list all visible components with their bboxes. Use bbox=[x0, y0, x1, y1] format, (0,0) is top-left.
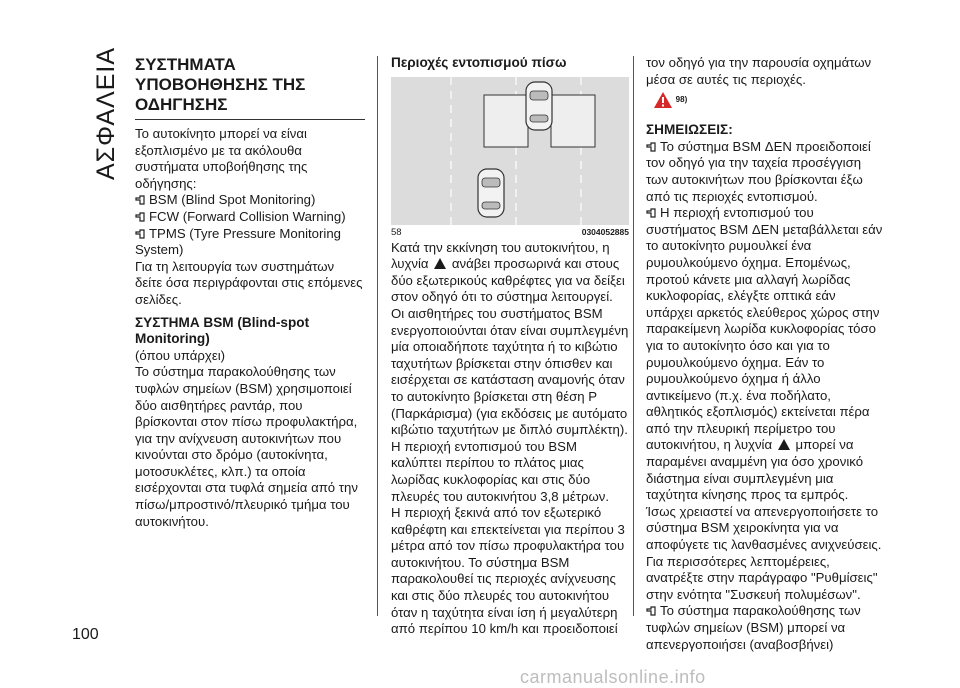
figure-heading: Περιοχές εντοπισμού πίσω bbox=[391, 55, 567, 70]
page-number: 100 bbox=[72, 626, 99, 643]
bullet-box-icon bbox=[646, 606, 656, 616]
body-paragraph: Το σύστημα παρακολούθησης των τυφλών σημείων (BSM) χρησιμοποιεί δύο αισθητήρες ραντάρ, που βρίσκονται στον πίσω προφυλακτήρα, για την ανίχνευση αυτοκινήτων που κινούνται στο δρόμο (αυτοκίνητα, μοτοσυκλέτες, κλπ.) τα οποία εισέρχονται στα τυφλά σημεία από την πίσω/μπροστινό/πλευρικό τμήμα του αυτοκινήτου. bbox=[135, 364, 358, 529]
bullet-item: BSM (Blind Spot Monitoring) bbox=[135, 192, 365, 209]
body-paragraph: τον οδηγό για την παρουσία οχημάτων μέσα σε αυτές τις περιοχές. bbox=[646, 55, 872, 87]
bullet-box-icon bbox=[135, 229, 145, 239]
intro-paragraph: Το αυτοκίνητο μπορεί να είναι εξοπλισμένο με τα ακόλουθα συστήματα υποβοήθησης της οδήγησης: bbox=[135, 126, 308, 191]
detection-zones-illustration bbox=[391, 77, 629, 225]
car-icon bbox=[478, 169, 504, 217]
car-icon bbox=[526, 82, 552, 130]
column-divider bbox=[633, 56, 634, 616]
column-3 bbox=[646, 55, 884, 653]
bullet-item: TPMS (Tyre Pressure Monitoring System) bbox=[135, 225, 342, 258]
warning-triangle-icon bbox=[654, 92, 672, 108]
bullet-box-icon bbox=[646, 208, 656, 218]
bullet-box-icon bbox=[135, 212, 145, 222]
notes-heading: ΣΗΜΕΙΩΣΕΙΣ: bbox=[646, 122, 733, 138]
subsection-heading: ΣΥΣΤΗΜΑ BSM (Blind-spot Monitoring) bbox=[135, 314, 310, 347]
column-2 bbox=[391, 55, 629, 638]
warning-reference: 98) bbox=[654, 92, 884, 114]
section-side-title: ΑΣΦΑΛΕΙΑ bbox=[92, 46, 120, 180]
body-paragraph: Κατά την εκκίνηση του αυτοκινήτου, η λυχνία ανάβει προσωρινά και στους δύο εξωτερικούς καθρέφτες για να δείξει στον οδηγό ότι το σύστημα λειτουργεί. bbox=[391, 239, 625, 305]
heading-rule bbox=[135, 119, 365, 120]
note-item: Το σύστημα παρακολούθησης των τυφλών σημείων (BSM) μπορεί να απενεργοποιήσει (αναβοσβήνει) bbox=[646, 603, 861, 652]
watermark: carmanualsonline.info bbox=[520, 667, 706, 687]
column-1 bbox=[135, 55, 365, 530]
body-paragraph: Για περισσότερες λεπτομέρειες, ανατρέξτε στην παράγραφο "Ρυθμίσεις" στην ενότητα "Συσκευή πολυμέσων". bbox=[646, 553, 878, 602]
body-paragraph: Ίσως χρειαστεί να απενεργοποιήσετε το σύστημα BSM χειροκίνητα για να αποφύγετε τις λανθασμένες ανιχνεύσεις. bbox=[646, 503, 882, 553]
bullet-box-icon bbox=[646, 142, 656, 152]
note-item: Η περιοχή εντοπισμού του συστήματος BSM ΔΕΝ μεταβάλλεται εάν το αυτοκίνητο ρυμουλκεί ένα ρυμουλκούμενο όχημα. Επομένως, προτού κάνετε μια αλλαγή λωρίδας κυκλοφορίας, ελέγξτε οπτικά εάν υπάρχει αρκετός ελεύθερος χώρος στην παρακείμενη λωρίδα κυκλοφορίας τόσο για το αυτοκίνητο όσο και για το ρυμουλκούμενο όχημα. Εάν το ρυμουλκούμενο όχημα ή άλλο αντικείμενο (π.χ. ένα ποδήλατο, αθλητικός εξοπλισμός) εκτείνεται πέρα από την πλευρική περίμετρο του αυτοκινήτου, η λυχνία μπορεί να παραμένει αναμμένη για όσο χρονικό διάστημα είναι συμπλεγμένη μια ταχύτητα κίνησης προς τα εμπρός. bbox=[646, 205, 883, 503]
bsm-warning-light-icon bbox=[778, 439, 790, 450]
figure-caption bbox=[391, 227, 629, 238]
column-divider bbox=[377, 56, 378, 616]
body-paragraph: Η περιοχή εντοπισμού του BSM καλύπτει περίπου το πλάτος μιας λωρίδας κυκλοφορίας και στις δύο πλευρές του αυτοκινήτου 3,8 μέτρων. bbox=[391, 438, 610, 504]
bullet-box-icon bbox=[135, 195, 145, 205]
figure-code: 0304052885 bbox=[581, 226, 629, 237]
availability-note: (όπου υπάρχει) bbox=[135, 347, 226, 363]
section-heading: ΣΥΣΤΗΜΑΤΑ ΥΠΟΒΟΗΘΗΣΗΣ ΤΗΣ ΟΔΗΓΗΣΗΣ bbox=[135, 55, 306, 114]
body-paragraph: Η περιοχή ξεκινά από τον εξωτερικό καθρέφτη και επεκτείνεται για περίπου 3 μέτρα από τον πίσω προφυλακτήρα του αυτοκινήτου. Το σύστημα BSM παρακολουθεί τις περιοχές ανίχνευσης και στις δύο πλευρές του αυτοκινήτου όταν η ταχύτητα είναι ίση ή μεγαλύτερη από περίπου 10 km/h και προειδοποιεί bbox=[391, 505, 625, 637]
body-paragraph: Οι αισθητήρες του συστήματος BSM ενεργοποιούνται όταν είναι συμπλεγμένη μία οποιαδήποτε ταχύτητα ή το κιβώτιο ταχυτήτων βρίσκεται στην όπισθεν και εισέρχεται σε κατάσταση αναμονής όταν το αυτοκίνητο βρίσκεται στη θέση P (Παρκάρισμα) (για εκδόσεις με αυτόματο κιβώτιο ταχυτήτων με διπλό συμπλέκτη). bbox=[391, 305, 629, 438]
bsm-detection-figure bbox=[391, 77, 629, 225]
figure-number: 58 bbox=[391, 226, 402, 238]
bullet-item: FCW (Forward Collision Warning) bbox=[135, 209, 365, 226]
body-paragraph: Για τη λειτουργία των συστημάτων δείτε όσα περιγράφονται στις επόμενες σελίδες. bbox=[135, 258, 363, 307]
note-item: Το σύστημα BSM ΔΕΝ προειδοποιεί τον οδηγό για την ταχεία προσέγγιση των αυτοκινήτων που βρίσκονται έξω από τις περιοχές εντοπισμού. bbox=[646, 138, 871, 204]
bsm-warning-light-icon bbox=[434, 258, 446, 269]
